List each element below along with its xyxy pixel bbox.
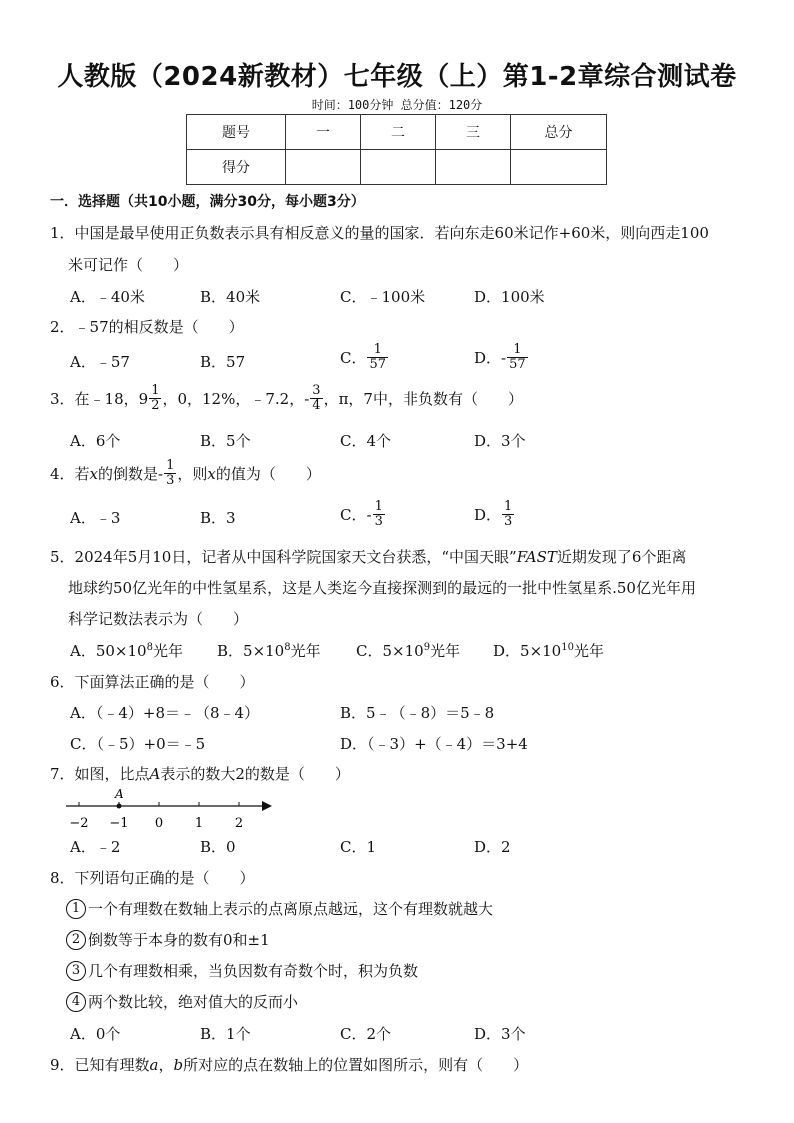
- q7-option-c[interactable]: C．1: [340, 838, 377, 856]
- number-line-tick-label: −1: [109, 816, 129, 831]
- q1-option-d[interactable]: D．100米: [474, 288, 545, 306]
- point-a-label: A: [115, 787, 124, 801]
- q2-stem: 2．﹣57的相反数是（ ）: [50, 318, 244, 336]
- q5-stem-line3: 科学记数法表示为（ ）: [68, 610, 249, 628]
- fraction: $\frac{1}{3}$: [374, 499, 383, 529]
- page-title: 人教版（2024新教材）七年级（上）第1-2章综合测试卷: [57, 62, 737, 92]
- section-heading: 一．选择题（共10小题，满分30分，每小题3分）: [50, 194, 365, 210]
- number-line-tick-label: 2: [234, 816, 244, 831]
- q4-option-a[interactable]: A．﹣3: [70, 509, 121, 527]
- q6-option-b[interactable]: B．5﹣（﹣8）＝5﹣8: [340, 704, 495, 722]
- q2-option-a[interactable]: A．﹣57: [70, 353, 130, 371]
- mixed-number: 9 $\frac{1}{2}$: [138, 383, 160, 413]
- score-cell[interactable]: [436, 150, 511, 185]
- q1-option-c[interactable]: C．﹣100米: [340, 288, 426, 306]
- q7-option-d[interactable]: D．2: [474, 838, 511, 856]
- q4-option-b[interactable]: B．3: [200, 509, 236, 527]
- option-letter: D．: [474, 506, 502, 524]
- q1-option-b[interactable]: B．40米: [200, 288, 261, 306]
- q7-stem: 7．如图，比点A表示的数大2的数是（ ）: [50, 765, 350, 783]
- score-row-label: 得分: [187, 150, 286, 185]
- header-cell-part3: 三: [436, 115, 511, 150]
- q5-stem-line1: 5．2024年5月10日，记者从中国科学院国家天文台获悉，“中国天眼”FAST近期发现了6个距离: [50, 548, 687, 566]
- q5-option-d[interactable]: D．$5\times 10^{10}$光年: [493, 642, 604, 660]
- q4-stem: [50, 459, 321, 488]
- q3-stem: [50, 384, 523, 413]
- q5-option-c[interactable]: C．$5\times 10^9$光年: [356, 642, 461, 660]
- q8-statement-3: 3 几个有理数相乘，当负因数有奇数个时，积为负数: [66, 960, 418, 981]
- q1-stem-line1: 1．中国是最早使用正负数表示具有相反意义的量的国家．若向东走60米记作+60米，则向西走100: [50, 224, 709, 242]
- minus-sign: -: [501, 348, 507, 367]
- header-cell-part2: 二: [361, 115, 436, 150]
- q1-option-a[interactable]: A．﹣40米: [70, 288, 145, 306]
- minus-sign: -: [366, 505, 372, 524]
- score-table: [186, 114, 607, 185]
- q3-text-post: ，π，7中，非负数有（ ）: [323, 390, 523, 408]
- fast-telescope-name: FAST: [516, 548, 557, 566]
- circled-number: 2: [66, 930, 86, 950]
- q3-option-b[interactable]: B．5个: [200, 432, 251, 450]
- q2-option-c[interactable]: [340, 343, 389, 372]
- fraction: $\frac{1}{57}$: [369, 342, 387, 372]
- q8-option-c[interactable]: C．2个: [340, 1025, 392, 1043]
- circled-number: 4: [66, 992, 86, 1012]
- q8-statement-4: 4 两个数比较，绝对值大的反而小: [66, 991, 298, 1012]
- q6-option-c[interactable]: C．（﹣5）+0＝﹣5: [70, 735, 206, 753]
- variable-x: x: [89, 464, 99, 483]
- option-letter: D．: [474, 349, 502, 367]
- q4-text-mid2: ，则: [177, 465, 208, 483]
- variable-x: x: [207, 464, 216, 483]
- header-cell-part1: 一: [286, 115, 361, 150]
- score-table-score-row: [187, 150, 607, 185]
- q7-option-a[interactable]: A．﹣2: [70, 838, 121, 856]
- fraction: $\frac{1}{3}$: [166, 458, 175, 488]
- q8-stem: 8．下列语句正确的是（ ）: [50, 869, 255, 887]
- option-letter: C．: [340, 349, 367, 367]
- number-line-figure: [62, 784, 272, 834]
- q6-option-a[interactable]: A．（﹣4）+8＝﹣（8﹣4）: [70, 704, 260, 722]
- q4-option-c[interactable]: [340, 500, 386, 529]
- q2-option-d[interactable]: [474, 343, 529, 372]
- number-line-tick-label: 1: [194, 816, 204, 831]
- q8-option-d[interactable]: D．3个: [474, 1025, 526, 1043]
- q3-option-a[interactable]: A．6个: [70, 432, 121, 450]
- q2-option-b[interactable]: B．57: [200, 353, 246, 371]
- q3-text-pre: 3．在﹣18，: [50, 390, 139, 408]
- q7-option-b[interactable]: B．0: [200, 838, 236, 856]
- header-cell-question-no: 题号: [187, 115, 286, 150]
- q6-stem: 6．下面算法正确的是（ ）: [50, 673, 255, 691]
- arrow-head-icon: [262, 801, 272, 811]
- q4-text-pre: 4．若: [50, 465, 90, 483]
- q6-option-d[interactable]: D．（﹣3）+（﹣4）＝3+4: [340, 735, 528, 753]
- number-line-tick-label: 0: [154, 816, 164, 831]
- q8-statement-1: 1 一个有理数在数轴上表示的点离原点越远，这个有理数就越大: [66, 898, 493, 919]
- fraction: $\frac{3}{4}$: [312, 383, 321, 413]
- q3-option-c[interactable]: C．4个: [340, 432, 392, 450]
- number-line-tick-label: −2: [69, 816, 89, 831]
- q8-option-a[interactable]: A．0个: [70, 1025, 121, 1043]
- q8-option-b[interactable]: B．1个: [200, 1025, 251, 1043]
- circled-number: 1: [66, 899, 86, 919]
- circled-number: 3: [66, 961, 86, 981]
- q4-text-post: 的值为（ ）: [215, 465, 321, 483]
- point-a-label: A: [149, 765, 161, 783]
- q4-option-d[interactable]: [474, 500, 515, 529]
- score-cell[interactable]: [361, 150, 436, 185]
- minus-sign: -: [158, 464, 164, 483]
- option-letter: C．: [340, 506, 367, 524]
- score-cell[interactable]: [511, 150, 607, 185]
- score-table-header-row: [187, 115, 607, 150]
- q9-stem: 9．已知有理数a，b所对应的点在数轴上的位置如图所示，则有（ ）: [50, 1056, 529, 1074]
- minus-sign: -: [304, 389, 310, 408]
- exam-info: 时间：100分钟 总分值：120分: [311, 98, 483, 112]
- q4-text-mid: 的倒数是: [98, 465, 159, 483]
- score-cell[interactable]: [286, 150, 361, 185]
- q5-option-b[interactable]: B．$5\times 10^8$光年: [217, 642, 321, 660]
- q3-option-d[interactable]: D．3个: [474, 432, 526, 450]
- variable-a: a: [149, 1056, 159, 1074]
- q1-stem-line2: 米可记作（ ）: [68, 256, 189, 274]
- q8-statement-2: 2 倒数等于本身的数有0和±1: [66, 929, 270, 950]
- header-cell-total: 总分: [511, 115, 607, 150]
- point-a-dot: [117, 804, 122, 809]
- fraction: $\frac{1}{3}$: [504, 499, 513, 529]
- q5-stem-line2: 地球约50亿光年的中性氢星系，这是人类迄今直接探测到的最远的一批中性氢星系.50亿光年用: [68, 579, 696, 597]
- q5-option-a[interactable]: A．$50\times 10^8$光年: [70, 642, 183, 660]
- variable-b: b: [173, 1056, 184, 1074]
- q3-text-mid: ，0，12%，﹣7.2，: [162, 390, 305, 408]
- fraction: $\frac{1}{57}$: [509, 342, 526, 372]
